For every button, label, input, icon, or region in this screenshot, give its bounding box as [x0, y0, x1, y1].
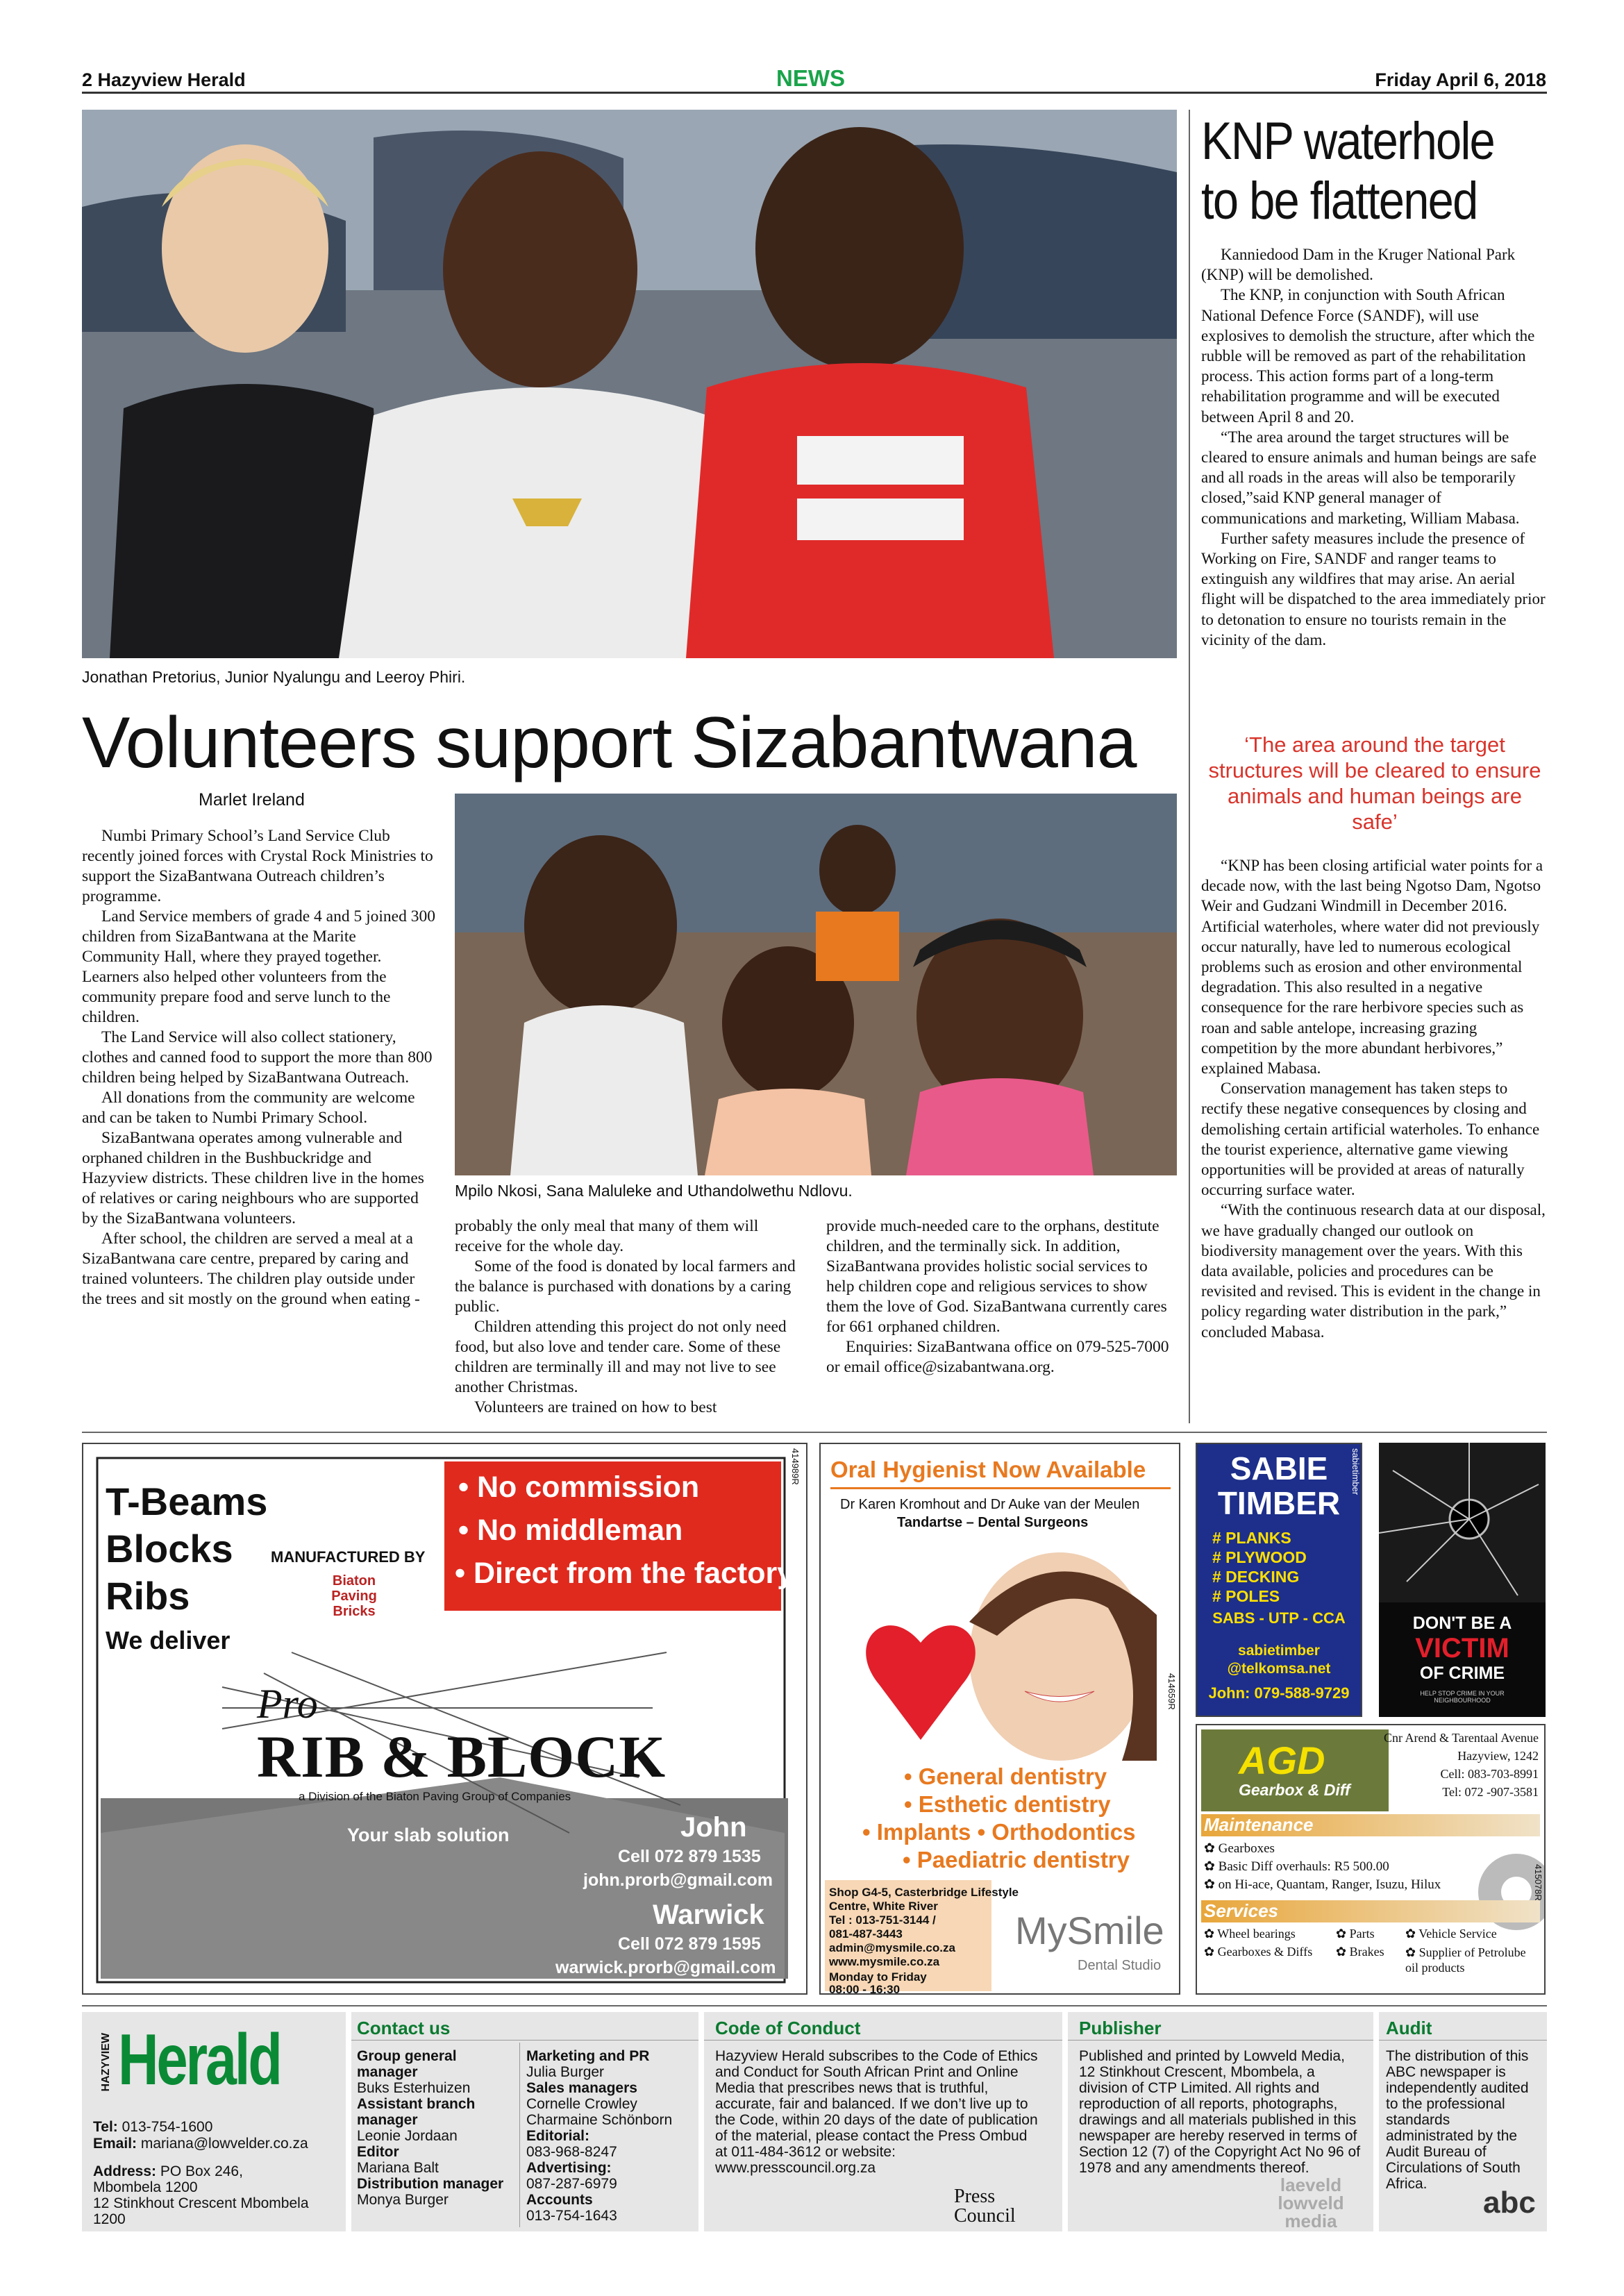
ad-sabie-item-2: # PLYWOOD — [1212, 1548, 1307, 1566]
crime-line3: OF CRIME — [1419, 1664, 1505, 1683]
agd-maint-2: ✿ Basic Diff overhauls: R5 500.00 — [1204, 1859, 1389, 1874]
ad-code: 414989R — [790, 1448, 801, 1485]
ad-sabie-code: sabietimber — [1350, 1448, 1361, 1495]
ad-pro-script: Pro — [257, 1681, 318, 1727]
paragraph: provide much-needed care to the orphans, destitute children, and the terminally sick. In addition, SizaBantwana provides holistic social services to help children cope and religious services to show them the love of God. SizaBantwana currently cares for 661 orphaned children. — [826, 1217, 1167, 1336]
ad-john-email: john.prorb@gmail.com — [583, 1870, 773, 1890]
footer-audit — [1379, 2012, 1547, 2231]
paragraph: “With the continuous research data at our disposal, we have gradually changed our outlook on biodiversity management over the years. With this data available, policies and procedures can be revisited and revised. This is evident in the change in policy regarding water distribution in the park,” concluded Mabasa. — [1201, 1201, 1546, 1341]
main-story-column-1 — [82, 826, 436, 1309]
crime-line1: DON'T BE A — [1412, 1614, 1512, 1633]
ad-brand-rib-block: RIB & BLOCK — [257, 1723, 667, 1790]
byline: Marlet Ireland — [199, 790, 305, 810]
side-headline-line2: to be flattened — [1201, 171, 1477, 231]
contact-role: Assistant branch manager — [357, 2096, 476, 2128]
ad-dental-surgeons: Tandartse – Dental Surgeons — [897, 1515, 1089, 1530]
ad-service-1: • General dentistry — [904, 1763, 1107, 1789]
paragraph: “KNP has been closing artificial water points for a decade now, with the last being Ngotso Dam, Ngotso Weir and Gudzani Windmill in December 2016. Artificial waterholes, where water did not previously occur naturally, have led to numerous ecological problems such as erosion and other environmental degradation. This also resulted in a negative consequence for the rare herbivore species such as roan and sable antelope, increasing grazing competition by the more abundant herbivores,” explained Mabasa. — [1201, 857, 1543, 1078]
ad-sabie-item-3: # DECKING — [1212, 1568, 1300, 1586]
contact-name: Charmaine Schönborn — [526, 2112, 673, 2128]
ad-mysmile-dental — [819, 1443, 1180, 1995]
contact-role: Editor — [357, 2144, 399, 2160]
paragraph: Enquiries: SizaBantwana office on 079-525-7000 or email office@sizabantwana.org. — [826, 1338, 1169, 1376]
paragraph: Children attending this project do not only need food, but also love and tender care. Some of these children are terminally ill and may not live to see another Christmas. — [455, 1318, 787, 1396]
main-headline: Volunteers support Sizabantwana — [82, 703, 1137, 783]
masthead-small: HAZYVIEW — [100, 2033, 112, 2092]
publisher-title-rule — [1068, 2040, 1373, 2041]
ad-hours2: 08:00 - 16:30 — [829, 1983, 901, 1995]
paragraph: All donations from the community are welcome and can be taken to Numbi Primary School. — [82, 1089, 415, 1127]
footer-publisher — [1068, 2012, 1373, 2231]
agd-tel: Tel: 072 -907-3581 — [1442, 1785, 1539, 1799]
photo2-caption: Mpilo Nkosi, Sana Maluleke and Uthandolwethu Ndlovu. — [455, 1182, 853, 1200]
ad-address-line2: Centre, White River — [829, 1900, 938, 1913]
ad-product-blocks: Blocks — [106, 1527, 233, 1570]
agd-logo-sub: Gearbox & Diff — [1239, 1781, 1350, 1799]
contact-role: Sales managers — [526, 2080, 637, 2096]
ad-sabie-item-4: # POLES — [1212, 1587, 1280, 1605]
contact-name: Julia Burger — [526, 2064, 605, 2080]
footer-contacts — [351, 2012, 698, 2231]
agd-serv-4: ✿ Brakes — [1336, 1945, 1384, 1959]
contact-name: 013-754-1643 — [526, 2208, 617, 2224]
issue-date: Friday April 6, 2018 — [1375, 69, 1546, 90]
ad-agd-gearbox — [1196, 1724, 1546, 1995]
address-value: PO Box 246, — [160, 2163, 243, 2179]
ad-bullet-2: • No middleman — [458, 1514, 683, 1547]
crime-line4: HELP STOP CRIME IN YOUR NEIGHBOURHOOD — [1420, 1690, 1505, 1704]
ad-service-4: • Paediatric dentistry — [903, 1847, 1130, 1872]
agd-maintenance-title: Maintenance — [1204, 1814, 1314, 1835]
ad-product-ribs: Ribs — [106, 1574, 190, 1618]
paragraph: Land Service members of grade 4 and 5 joined 300 children from SizaBantwana at the Marite Community Hall, where they prayed together. Learners also helped other volunteers from the community prepare food and serve lunch to the children. — [82, 907, 435, 1026]
ad-contact-warwick: Warwick — [653, 1900, 764, 1930]
contact-name: 087-287-6979 — [526, 2176, 617, 2192]
agd-logo: AGD — [1239, 1738, 1325, 1782]
main-story-column-2 — [455, 1216, 805, 1418]
ad-dont-be-victim — [1379, 1443, 1546, 1717]
photo1-caption: Jonathan Pretorius, Junior Nyalungu and Leeroy Phiri. — [82, 668, 466, 686]
address-line: 12 Stinkhout Crescent Mbombela — [93, 2195, 309, 2211]
ad-rib-and-block — [82, 1443, 807, 1995]
footer-email — [93, 2136, 308, 2152]
ad-sabie-email2: @telkomsa.net — [1227, 1661, 1331, 1677]
audit-title-rule — [1379, 2040, 1547, 2041]
ad-code: 415078R — [1533, 1864, 1543, 1901]
contact-role: Advertising: — [526, 2160, 612, 2176]
agd-serv-1: ✿ Wheel bearings — [1204, 1927, 1296, 1941]
address-label: Address: — [93, 2163, 157, 2179]
header-rule — [82, 92, 1547, 94]
ad-service-3: • Implants • Orthodontics — [862, 1819, 1136, 1845]
ad-doctors: Dr Karen Kromhout and Dr Auke van der Meulen — [840, 1497, 1140, 1512]
address-line — [93, 2163, 309, 2179]
agd-maint-text: Basic Diff overhauls: R5 500.00 — [1218, 1859, 1389, 1874]
agd-serv-6: ✿ Supplier of Petrolube oil products — [1405, 1945, 1526, 1975]
masthead-logo: Herald — [118, 2020, 281, 2100]
footer-code-of-conduct — [704, 2012, 1062, 2231]
ad-smiling-woman-photo — [830, 1539, 1171, 1761]
publisher-text: Published and printed by Lowveld Media, 12 Stinkhout Crescent, Mbombela, a division of CTP Limited. All rights and reproduction of all reports, photographs, drawings and all materials published in this newspaper are hereby reserved in terms of Section 12 (7) of the Copyright Act No 96 of 1978 and any amendments thereof. — [1079, 2048, 1361, 2176]
ad-manufactured-by: MANUFACTURED BY — [271, 1548, 426, 1566]
agd-maint-3: ✿ on Hi-ace, Quantam, Ranger, Isuzu, Hilux — [1204, 1877, 1441, 1892]
ad-sabie-item-1: # PLANKS — [1212, 1529, 1291, 1547]
agd-serv-text: Gearboxes & Diffs — [1217, 1945, 1313, 1959]
ad-tel: Tel : 013-751-3144 / — [829, 1913, 936, 1927]
paragraph: Some of the food is donated by local farmers and the balance is purchased with donations by a caring public. — [455, 1257, 796, 1316]
ad-mysmile-title: Oral Hygienist Now Available — [830, 1457, 1146, 1482]
contact-name: Buks Esterhuizen — [357, 2080, 471, 2096]
crime-line2: VICTIM — [1415, 1633, 1509, 1664]
paragraph: “The area around the target structures will be cleared to ensure animals and human beings are safe and all roads in the areas will also be temporarily closed,”said KNP general manager of communications and marketing, William Mabasa. — [1201, 428, 1537, 527]
ad-sabie-line2: TIMBER — [1217, 1485, 1341, 1521]
ad-biaton-logo: Biaton Paving Bricks — [331, 1573, 377, 1619]
agd-cell: Cell: 083-703-8991 — [1440, 1767, 1539, 1781]
paragraph: The Land Service will also collect stationery, clothes and canned food to support the more than 800 children being helped by SizaBantwana Outreach. — [82, 1028, 433, 1087]
tel-value: 013-754-1600 — [122, 2119, 213, 2135]
ad-code: 414659R — [1166, 1673, 1177, 1710]
ad-hours1: Monday to Friday — [829, 1970, 927, 1984]
ad-service-2: • Esthetic dentistry — [904, 1791, 1111, 1817]
side-story-top — [1201, 244, 1548, 650]
contact-role: Editorial: — [526, 2128, 590, 2144]
tel-label: Tel: — [93, 2119, 118, 2135]
paragraph: SizaBantwana operates among vulnerable and orphaned children in the Bushbuckridge and Hazyview districts. These children live in the homes of relatives or caring neighbours who are supported by the SizaBantwana volunteers. — [82, 1129, 424, 1227]
contacts-column-b — [526, 2048, 693, 2224]
audit-title: Audit — [1386, 2018, 1432, 2038]
ad-bullet-1: • No commission — [458, 1470, 700, 1504]
agd-serv-text: Vehicle Service — [1418, 1927, 1497, 1941]
contact-role: Group general manager — [357, 2048, 457, 2080]
main-story-column-3 — [826, 1216, 1177, 1377]
footer-tel — [93, 2119, 212, 2135]
agd-maint-text: Gearboxes — [1218, 1841, 1275, 1856]
bullet-hole-icon — [1379, 1443, 1546, 1602]
agd-serv-text: Brakes — [1349, 1945, 1384, 1959]
agd-serv-text: Supplier of Petrolube oil products — [1405, 1945, 1526, 1975]
audit-text: The distribution of this ABC newspaper is independently audited to the professional standards administrated by the Audit Bureau of Circulations of South Africa. — [1386, 2048, 1529, 2192]
contact-title-rule — [351, 2040, 698, 2041]
paragraph: Conservation management has taken steps to rectify these negative consequences by closing and demolishing certain artificial waterholes. To enhance the tourist experience, alternative game viewing opportunities will be provided at areas of naturally occurring surface water. — [1201, 1080, 1540, 1199]
abc-logo: abc — [1483, 2186, 1536, 2220]
email-label: Email: — [93, 2136, 137, 2152]
agd-serv-text: Wheel bearings — [1217, 1927, 1296, 1941]
contact-role: Accounts — [526, 2192, 593, 2208]
column-divider — [1189, 110, 1190, 1423]
ad-sabie-timber — [1196, 1443, 1362, 1717]
ad-sabie-line1: SABIE — [1230, 1450, 1328, 1486]
code-text: Hazyview Herald subscribes to the Code of Ethics and Conduct for South African Print and Online Media that prescribes news that is truthful, accurate, fair and balanced. If we don’t live up to the Code, within 20 days of the date of publication of the material, please contact the Press Ombud at 011-484-3612 or website: www.presscouncil.org.za — [715, 2048, 1038, 2176]
ad-web: www.mysmile.co.za — [829, 1955, 940, 1968]
contact-name: 083-968-8247 — [526, 2144, 617, 2160]
agd-serv-2: ✿ Gearboxes & Diffs — [1204, 1945, 1313, 1959]
ads-top-rule — [82, 1432, 1547, 1433]
email-value: mariana@lowvelder.co.za — [140, 2136, 308, 2152]
ad-sabie-sabs: SABS - UTP - CCA — [1212, 1609, 1346, 1627]
ad-sabie-email1: sabietimber — [1238, 1643, 1320, 1659]
contact-name: Leonie Jordaan — [357, 2128, 458, 2144]
ad-dental-studio: Dental Studio — [1078, 1958, 1162, 1973]
paragraph: After school, the children are served a meal at a SizaBantwana care centre, prepared by caring and trained volunteers. The children play outside under the trees and sit mostly on the ground when eating - — [82, 1230, 420, 1308]
contact-role: Distribution manager — [357, 2176, 504, 2192]
side-story-bottom — [1201, 855, 1548, 1342]
paragraph: Kanniedood Dam in the Kruger National Park (KNP) will be demolished. — [1201, 246, 1516, 284]
contact-role: Marketing and PR — [526, 2048, 650, 2064]
footer-masthead — [82, 2012, 346, 2231]
agd-addr1: Cnr Arend & Tarentaal Avenue — [1383, 1731, 1539, 1745]
ad-mysmile-logo: MySmile — [1015, 1909, 1164, 1952]
lowveld-media-logo: laeveld lowveld media — [1278, 2175, 1344, 2231]
contacts-divider — [519, 2043, 520, 2227]
publisher-title: Publisher — [1079, 2018, 1162, 2038]
contact-name: Mariana Balt — [357, 2160, 439, 2176]
paragraph: The KNP, in conjunction with South African National Defence Force (SANDF), will use explosives to demolish the structure, after which the rubble will be removed as part of the rehabilitation process. This action forms part of a long-term rehabilitation programme and will be executed between April 8 and 20. — [1201, 286, 1535, 426]
ad-john-cell: Cell 072 879 1535 — [618, 1847, 761, 1866]
code-title-rule — [704, 2040, 1062, 2041]
ad-product-tbeams: T-Beams — [106, 1480, 268, 1523]
agd-maint-text: on Hi-ace, Quantam, Ranger, Isuzu, Hilux — [1218, 1877, 1441, 1892]
ad-we-deliver: We deliver — [106, 1626, 231, 1654]
contact-name: Monya Burger — [357, 2192, 449, 2208]
ad-slogan: Your slab solution — [347, 1825, 510, 1845]
paragraph: Numbi Primary School’s Land Service Club recently joined forces with Crystal Rock Ministries to support the SizaBantwana Outreach children’s programme. — [82, 827, 433, 905]
side-headline-line1: KNP waterhole — [1201, 112, 1495, 171]
ad-division: a Division of the Biaton Paving Group of Companies — [299, 1790, 571, 1803]
agd-serv-text: Parts — [1349, 1927, 1375, 1941]
section-label: NEWS — [776, 65, 845, 91]
contact-name: Cornelle Crowley — [526, 2096, 637, 2112]
footer-top-rule — [82, 2005, 1547, 2006]
contact-title: Contact us — [357, 2018, 451, 2038]
ad-contact-john: John — [680, 1812, 747, 1843]
press-council-logo: Press Council — [954, 2186, 1016, 2227]
ad-bullet-3: • Direct from the factory — [455, 1557, 794, 1590]
ad-warwick-email: warwick.prorb@gmail.com — [555, 1958, 776, 1977]
photo-three-boys — [82, 110, 1177, 658]
ad-title-rule — [830, 1487, 1171, 1489]
paragraph: Further safety measures include the presence of Working on Fire, SANDF and ranger teams to extinguish any wildfires that may arise. An aerial flight will be dispatched to the area immediately prior to detonation to ensure no tourists remain in the vicinity of the dam. — [1201, 529, 1546, 648]
paragraph: probably the only meal that many of them will receive for the whole day. — [455, 1217, 759, 1255]
agd-services-title: Services — [1204, 1900, 1278, 1921]
paragraph: Volunteers are trained on how to best — [474, 1398, 717, 1416]
address-line: 1200 — [93, 2211, 126, 2227]
photo-three-girls — [455, 794, 1177, 1175]
page-folio: 2 Hazyview Herald — [82, 69, 246, 90]
ad-email: admin@mysmile.co.za — [829, 1941, 955, 1954]
agd-addr2: Hazyview, 1242 — [1457, 1749, 1539, 1763]
ad-warwick-cell: Cell 072 879 1595 — [618, 1934, 761, 1954]
agd-serv-3: ✿ Parts — [1336, 1927, 1375, 1941]
ad-tel2: 081-487-3443 — [829, 1927, 903, 1941]
pull-quote: ‘The area around the target structures will be cleared to ensure animals and human beings are safe’ — [1208, 732, 1541, 834]
contacts-column-a — [357, 2048, 517, 2208]
agd-maint-1: ✿ Gearboxes — [1204, 1841, 1275, 1856]
footer-address — [93, 2163, 309, 2227]
agd-serv-5: ✿ Vehicle Service — [1405, 1927, 1497, 1941]
ad-sabie-phone: John: 079-588-9729 — [1208, 1684, 1350, 1702]
code-title: Code of Conduct — [715, 2018, 861, 2038]
address-line: Mbombela 1200 — [93, 2179, 198, 2195]
ad-address-line1: Shop G4-5, Casterbridge Lifestyle — [829, 1886, 1019, 1899]
